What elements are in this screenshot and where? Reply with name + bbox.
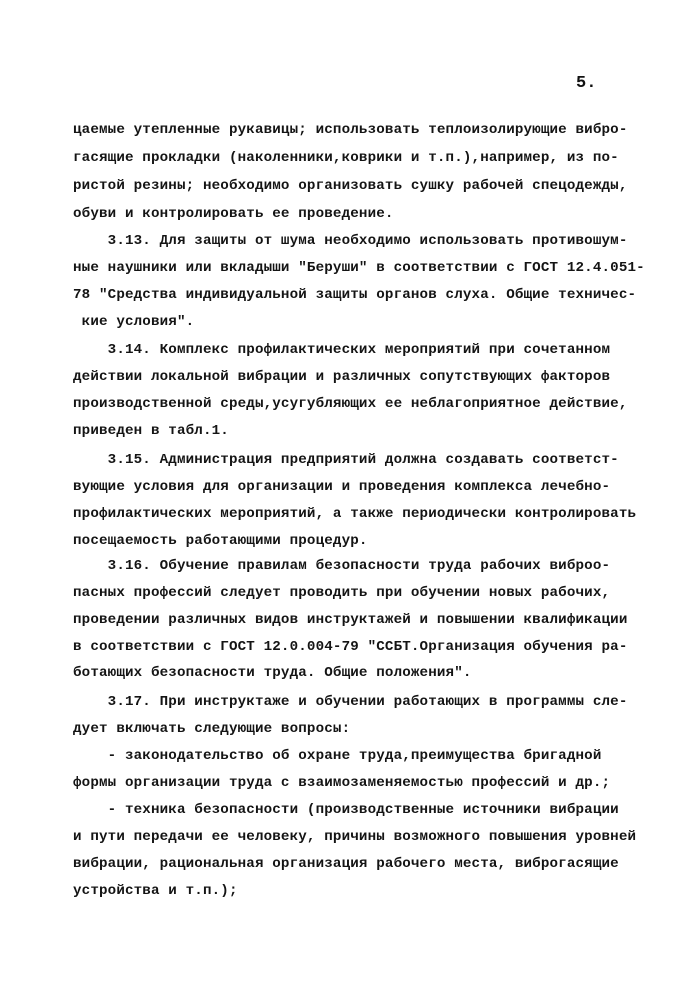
text-line: вующие условия для организации и проведения комплекса лечебно- [73,479,611,495]
text-line: производственной среды,усугубляющих ее неблагоприятное действие, [73,396,628,412]
text-line: 3.15. Администрация предприятий должна создавать соответст- [73,452,619,468]
text-line: - техника безопасности (производственные источники вибрации [73,802,619,818]
page-number: 5. [576,74,597,93]
text-line: - законодательство об охране труда,преимущества бригадной [73,748,602,764]
text-line: приведен в табл.1. [73,423,229,439]
text-line: действии локальной вибрации и различных сопутствующих факторов [73,369,611,385]
text-line: 3.16. Обучение правилам безопасности труда рабочих виброо- [73,558,611,574]
text-line: формы организации труда с взаимозаменяемостью професcий и др.; [73,775,611,791]
text-line: вибрации, рациональная организация рабочего места, виброгасящие [73,856,619,872]
text-line: ные наушники или вкладыши "Беруши" в соответствии с ГОСТ 12.4.051- [73,260,645,276]
text-line: гасящие прокладки (наколенники,коврики и т.п.),например, из по- [73,150,619,166]
text-line: и пути передачи ее человеку, причины возможного повышения уровней [73,829,637,845]
text-line: ристой резины; необходимо организовать сушку рабочей спецодежды, [73,178,628,194]
text-line: дует включать следующие вопросы: [73,721,351,737]
text-line: проведении различных видов инструктажей и повышении квалификации [73,612,628,628]
text-line: 3.17. При инструктаже и обучении работающих в программы сле- [73,694,628,710]
text-line: кие условия". [73,314,195,330]
text-line: посещаемость работающими процедур. [73,533,368,549]
text-line: 3.13. Для защиты от шума необходимо использовать противошум- [73,233,628,249]
text-line: 78 "Средства индивидуальной защиты органов слуха. Общие техничес- [73,287,637,303]
text-line: ботающих безопасности труда. Общие положения". [73,665,472,681]
text-line: пасных профессий следует проводить при обучении новых рабочих, [73,585,611,601]
text-line: 3.14. Комплекс профилактических мероприятий при сочетанном [73,342,611,358]
text-line: цаемые утепленные рукавицы; использовать теплоизолирующие вибро- [73,122,628,138]
text-line: устройства и т.п.); [73,883,238,899]
text-line: профилактических мероприятий, а также периодически контролировать [73,506,637,522]
text-line: обуви и контролировать ее проведение. [73,206,394,222]
text-line: в соответствии с ГОСТ 12.0.004-79 "ССБТ.Организация обучения ра- [73,639,628,655]
